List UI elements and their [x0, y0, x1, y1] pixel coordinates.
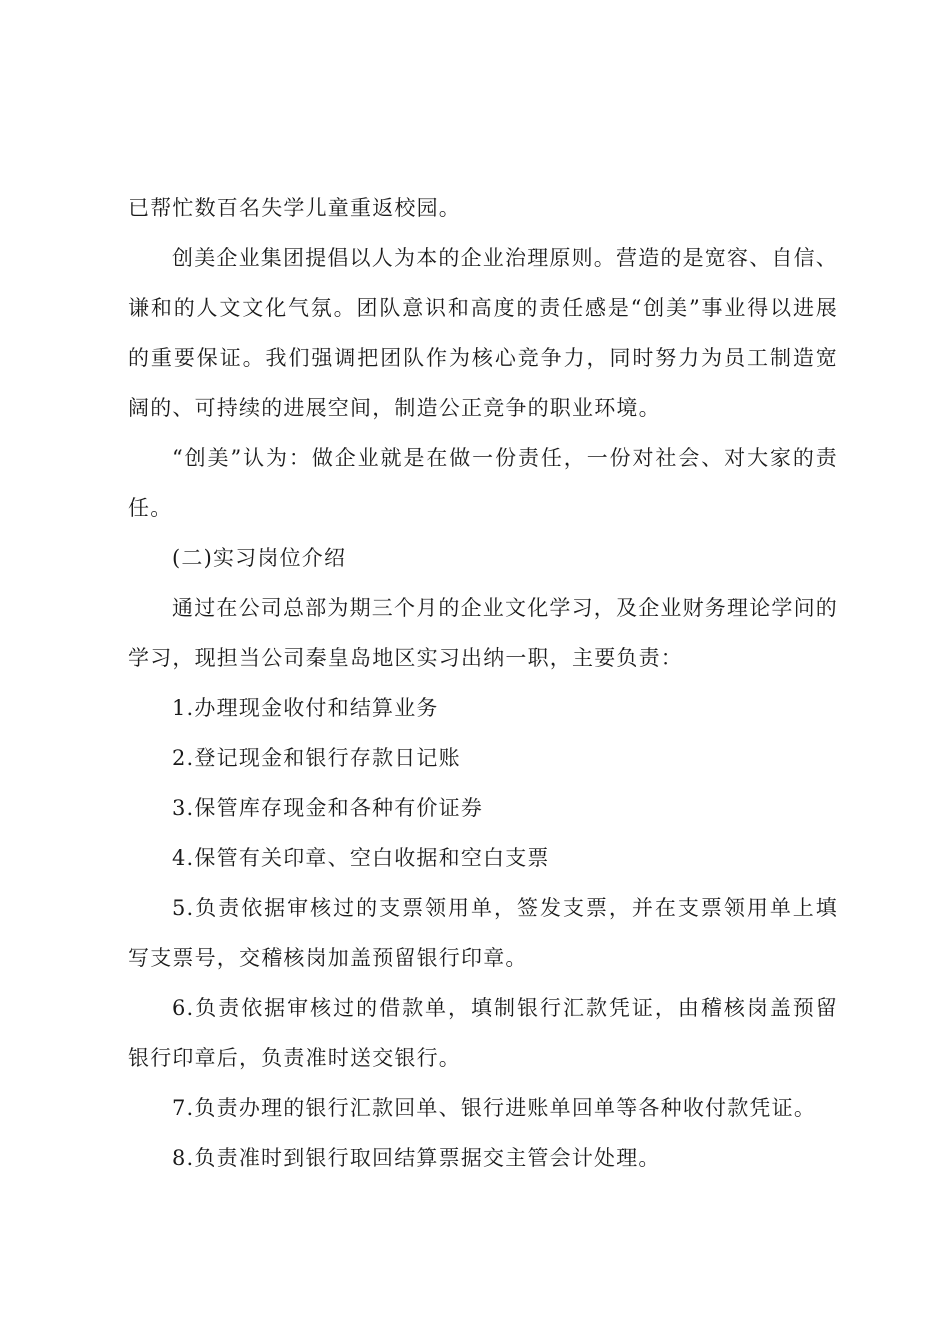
- duty-item-6: 6.负责依据审核过的借款单，填制银行汇款凭证，由稽核岗盖预留银行印章后，负责准时送交银行。: [128, 996, 838, 1070]
- paragraph-responsibility: “创美”认为：做企业就是在做一份责任，一份对社会、对大家的责任。: [128, 446, 838, 520]
- duty-item-7: 7.负责办理的银行汇款回单、银行进账单回单等各种收付款凭证。: [172, 1096, 817, 1120]
- duty-item-4: 4.保管有关印章、空白收据和空白支票: [172, 846, 550, 870]
- document-body: [128, 183, 838, 1183]
- paragraph-management-principle: 创美企业集团提倡以人为本的企业治理原则。营造的是宽容、自信、谦和的人文文化气氛。团队意识和高度的责任感是“创美”事业得以进展的重要保证。我们强调把团队作为核心竞争力，同时努力为员工制造宽阔的、可持续的进展空间，制造公正竞争的职业环境。: [128, 246, 838, 420]
- duty-item-8: 8.负责准时到银行取回结算票据交主管会计处理。: [172, 1146, 661, 1170]
- duty-item-3: 3.保管库存现金和各种有价证券: [172, 796, 484, 820]
- section-heading-internship-position: (二)实习岗位介绍: [172, 546, 347, 570]
- paragraph-position-intro: 通过在公司总部为期三个月的企业文化学习，及企业财务理论学问的学习，现担当公司秦皇岛地区实习出纳一职，主要负责：: [128, 596, 838, 670]
- paragraph-school-return: 已帮忙数百名失学儿童重返校园。: [128, 196, 461, 220]
- duty-item-5: 5.负责依据审核过的支票领用单，签发支票，并在支票领用单上填写支票号，交稽核岗加盖预留银行印章。: [128, 896, 838, 970]
- duty-item-2: 2.登记现金和银行存款日记账: [172, 746, 461, 770]
- duty-item-1: 1.办理现金收付和结算业务: [172, 696, 439, 720]
